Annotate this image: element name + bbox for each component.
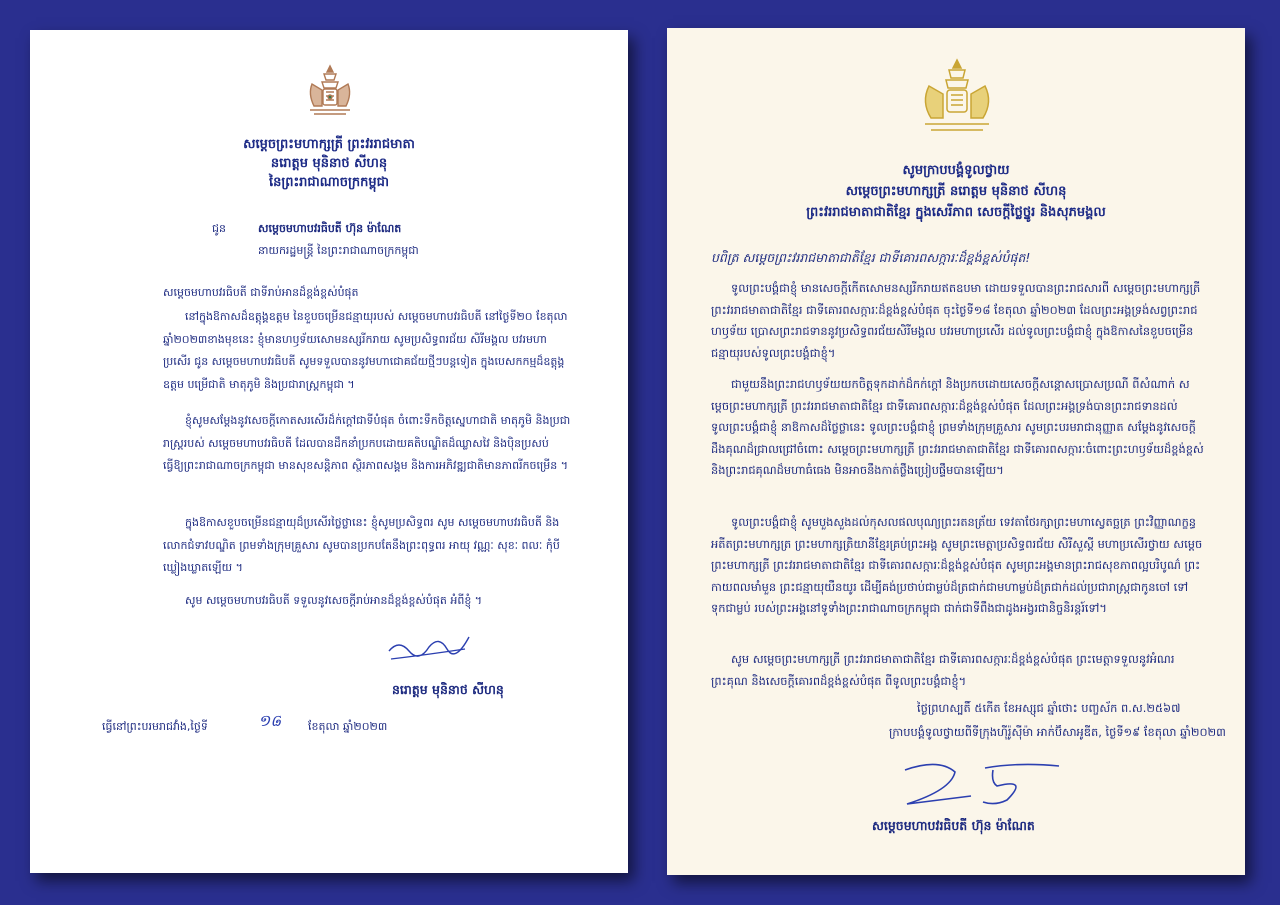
paragraph: ទូលព្រះបង្គំជាខ្ញុំ សូមបួងសួងដល់កុសលផលបុណ្យព្រះរតនត្រ័យ ទេវតាថែរក្សាព្រះមហាស្វេតច្ឆត្រ ព្រះវិញ្ញាណក្ខន្ធអតីតព្រះមហាក្សត្រ ព្រះមហាក្សត្រិយានីខ្មែរគ្រប់ព្រះអង្គ សូមព្រះមេត្តាប្រសិទ្ធពរជ័យ សិរីសួស្តី មហាប្រសើរថ្វាយ សម្តេចព្រះមហាក្សត្រី ព្រះវររាជមាតាជាតិខ្មែរ ជាទីគោរពសក្ការៈដ៏ខ្ពង់ខ្ពស់បំផុត សូមព្រះអង្គមានព្រះរាជសុខភាពល្អបរិបូណ៌ ព្រះកាយពលមាំមួន ព្រះជន្មាយុយឺនយូរ ដើម្បីគង់ប្រថាប់ជាម្លប់ដ៏ត្រជាក់ជាមហាម្លប់ដ៏ត្រជាក់ដល់ប្រជារាស្ត្រជាកូនចៅ ទៅទុកជាម្លប់ របស់ព្រះអង្គនៅទូទាំងព្រះរាជាណាចក្រកម្ពុជា ជាក់ជាទីពឹងជាដូងអង្វរជានិច្ចនិរន្តរ៍ទៅ។: [711, 515, 1203, 615]
letter-left: [30, 30, 628, 873]
paragraph: ជាមួយនឹងព្រះរាជហឫទ័យយកចិត្តទុកដាក់ដ៏កក់ក្តៅ និងប្រកបដោយសេចក្តីសន្តោសប្រោសប្រណី ពីសំណាក់ សម្តេចព្រះមហាក្សត្រី ព្រះវររាជមាតាជាតិខ្មែរ ជាទីគោរពសក្ការៈដ៏ខ្ពង់ខ្ពស់បំផុត ដែលព្រះអង្គទ្រង់បានព្រះរាជទានដល់ទូលព្រះបង្គំជាខ្ញុំ នាឱកាសដ៏ថ្លៃថ្លានេះ ទូលព្រះបង្គំជាខ្ញុំ ព្រមទាំងក្រុមគ្រួសារ សូមព្រះបរមរាជានុញ្ញាត សម្តែងនូវសេចក្តីដឹងគុណដ៏ជ្រាលជ្រៅចំពោះ សម្តេចព្រះមហាក្សត្រី ព្រះវររាជមាតាជាតិខ្មែរ ជាទីគោរពសក្ការៈចំពោះព្រះហឫទ័យដ៏ខ្ពង់ខ្ពស់ និងព្រះរាជគុណដ៏មហាធំធេង មិនអាចនឹងកាត់ថ្លឹងប្រៀបផ្ទឹមបានឡើយ។: [711, 377, 1204, 477]
handwritten-signature: [385, 625, 475, 665]
recipient-name: សម្តេចមហាបវរធិបតី ហ៊ុន ម៉ាណែត: [258, 222, 402, 235]
date-lunar: ថ្ងៃព្រហស្បតិ៍ ៥កើត ខែអស្សុជ ឆ្នាំថោះ បញ្ចស័ក ព.ស.២៥៦៧: [917, 701, 1181, 715]
date-suffix: ខែតុលា ឆ្នាំ២០២៣: [308, 720, 388, 733]
paragraph: ខ្ញុំសូមសម្តែងនូវសេចក្តីកោតសរសើរដ៏ក់ក្តៅជាទីបំផុត ចំពោះទឹកចិត្តស្នេហាជាតិ មាតុភូមិ និងប្រជារាស្ត្ររបស់ សម្តេចមហាបវរធិបតី ដែលបានដឹកនាំប្រកបដោយគតិបណ្ឌិតដ៏ឈ្លាសវៃ និងប៉ិនប្រសប់ ធ្វើឱ្យព្រះរាជាណាចក្រកម្ពុជា មានសុខសន្តិភាព ស្ថិរភាពសង្គម និងការអភិវឌ្ឍជាតិមានភាពរីកចម្រើន ។: [163, 414, 571, 472]
paragraph: ទូលព្រះបង្គំជាខ្ញុំ មានសេចក្តីកើតសោមនស្សរីករាយឥតឧបមា ដោយទទួលបានព្រះរាជសារពី សម្តេចព្រះមហាក្សត្រី ព្រះវររាជមាតាជាតិខ្មែរ ជាទីគោរពសក្ការៈដ៏ខ្ពង់ខ្ពស់បំផុត ចុះថ្ងៃទី១៨ ខែតុលា ឆ្នាំ២០២៣ ដែលព្រះអង្គទ្រង់សព្វព្រះរាជហឫទ័យ ប្រោសព្រះរាជទាននូវប្រសិទ្ធពរជ័យសិរីមង្គល បវរមហាប្រសើរ ដល់ទូលព្រះបង្គំជាខ្ញុំ ក្នុងឱកាសនៃខួបចម្រើនជន្មាយុរបស់ទូលព្រះបង្គំជាខ្ញុំ។: [711, 281, 1201, 360]
letter-header: [667, 160, 1245, 223]
royal-emblem-icon: [915, 56, 999, 136]
date-prefix: ធ្វើនៅព្រះបរមរាជវាំង,ថ្ងៃទី: [102, 720, 208, 733]
header-line: នរោត្តម មុនិនាថ សីហនុ: [270, 156, 388, 171]
date-solar: ក្រាបបង្គំទូលថ្វាយពីទីក្រុងហ៊ីរ៉ូស៊ីម៉ា អាក់ប៊ីសាអូឌីត, ថ្ងៃទី១៩ ខែតុលា ឆ្នាំ២០២៣: [889, 725, 1226, 739]
letter-right: [667, 28, 1245, 875]
handwritten-signature: [899, 756, 1069, 812]
signer-name: នរោត្តម មុនិនាថ សីហនុ: [392, 682, 504, 697]
royal-emblem-icon: [302, 62, 358, 118]
salutation: បពិត្រ សម្តេចព្រះវររាជមាតាជាតិខ្មែរ ជាទីគោរពសក្ការៈដ៏ខ្ពង់ខ្ពស់បំផុត!: [711, 250, 1031, 265]
signer-name: សម្តេចមហាបវរធិបតី ហ៊ុន ម៉ាណែត: [872, 818, 1035, 833]
header-line: ព្រះវររាជមាតាជាតិខ្មែរ ក្នុងសេរីភាព សេចក្តីថ្លៃថ្នូរ និងសុភមង្គល: [806, 205, 1106, 220]
header-line: សម្តេចព្រះមហាក្សត្រី ព្រះវររាជមាតា: [243, 137, 415, 152]
letter-header: [30, 135, 628, 192]
paragraph: សូម សម្តេចមហាបវរធិបតី ទទួលនូវសេចក្តីរាប់អានដ៏ខ្ពង់ខ្ពស់បំផុត អំពីខ្ញុំ ។: [185, 594, 483, 607]
header-line: សូមក្រាបបង្គំទូលថ្វាយ: [902, 163, 1010, 178]
recipient-title: នាយករដ្ឋមន្ត្រី នៃព្រះរាជាណាចក្រកម្ពុជា: [258, 244, 419, 257]
recipient-prefix: ជូន: [212, 222, 226, 235]
header-line: នៃព្រះរាជាណាចក្រកម្ពុជា: [268, 175, 390, 190]
paragraph: នៅក្នុងឱកាសដ៏ឧត្តុង្គឧត្តម នៃខួបចម្រើនជន្មាយុរបស់ សម្តេចមហាបវរធិបតី នៅថ្ងៃទី២០ ខែតុលា ឆ្នាំ២០២៣ខាងមុខនេះ ខ្ញុំមានហឫទ័យសោមនស្សរីករាយ សូមប្រសិទ្ធពរជ័យ សិរីមង្គល បវរមហាប្រសើរ ជូន សម្តេចមហាបវរធិបតី សូមទទួលបាននូវមហាជោគជ័យថ្មីៗបន្តទៀត ក្នុងបេសកកម្មដ៏ឧត្តុង្គឧត្តម បម្រើជាតិ មាតុភូមិ និងប្រជារាស្ត្រកម្ពុជា ។: [163, 310, 568, 391]
paragraph: ក្នុងឱកាសខួបចម្រើនជន្មាយុដ៏ប្រសើរថ្លៃថ្លានេះ ខ្ញុំសូមប្រសិទ្ធពរ សូម សម្តេចមហាបវរធិបតី និងលោកជំទាវបណ្ឌិត ព្រមទាំងក្រុមគ្រួសារ សូមបានប្រកបតែនឹងព្រះពុទ្ធពរ អាយុ វណ្ណៈ សុខៈ ពលៈ កុំបីឃ្លៀងឃ្លាតឡើយ ។: [163, 516, 560, 574]
header-line: សម្តេចព្រះមហាក្សត្រី នរោត្តម មុនិនាថ សីហនុ: [845, 184, 1067, 199]
date-day: ១៨: [258, 711, 282, 730]
paragraph: សូម សម្តេចព្រះមហាក្សត្រី ព្រះវររាជមាតាជាតិខ្មែរ ជាទីគោរពសក្ការៈដ៏ខ្ពង់ខ្ពស់បំផុត ព្រះមេត្តាទទួលនូវអំណរព្រះគុណ និងសេចក្តីគោរពដ៏ខ្ពង់ខ្ពស់បំផុត ពីទូលព្រះបង្គំជាខ្ញុំ។: [711, 652, 1175, 688]
greeting: សម្តេចមហាបវរធិបតី ជាទីរាប់អានដ៏ខ្ពង់ខ្ពស់បំផុត: [163, 286, 359, 299]
